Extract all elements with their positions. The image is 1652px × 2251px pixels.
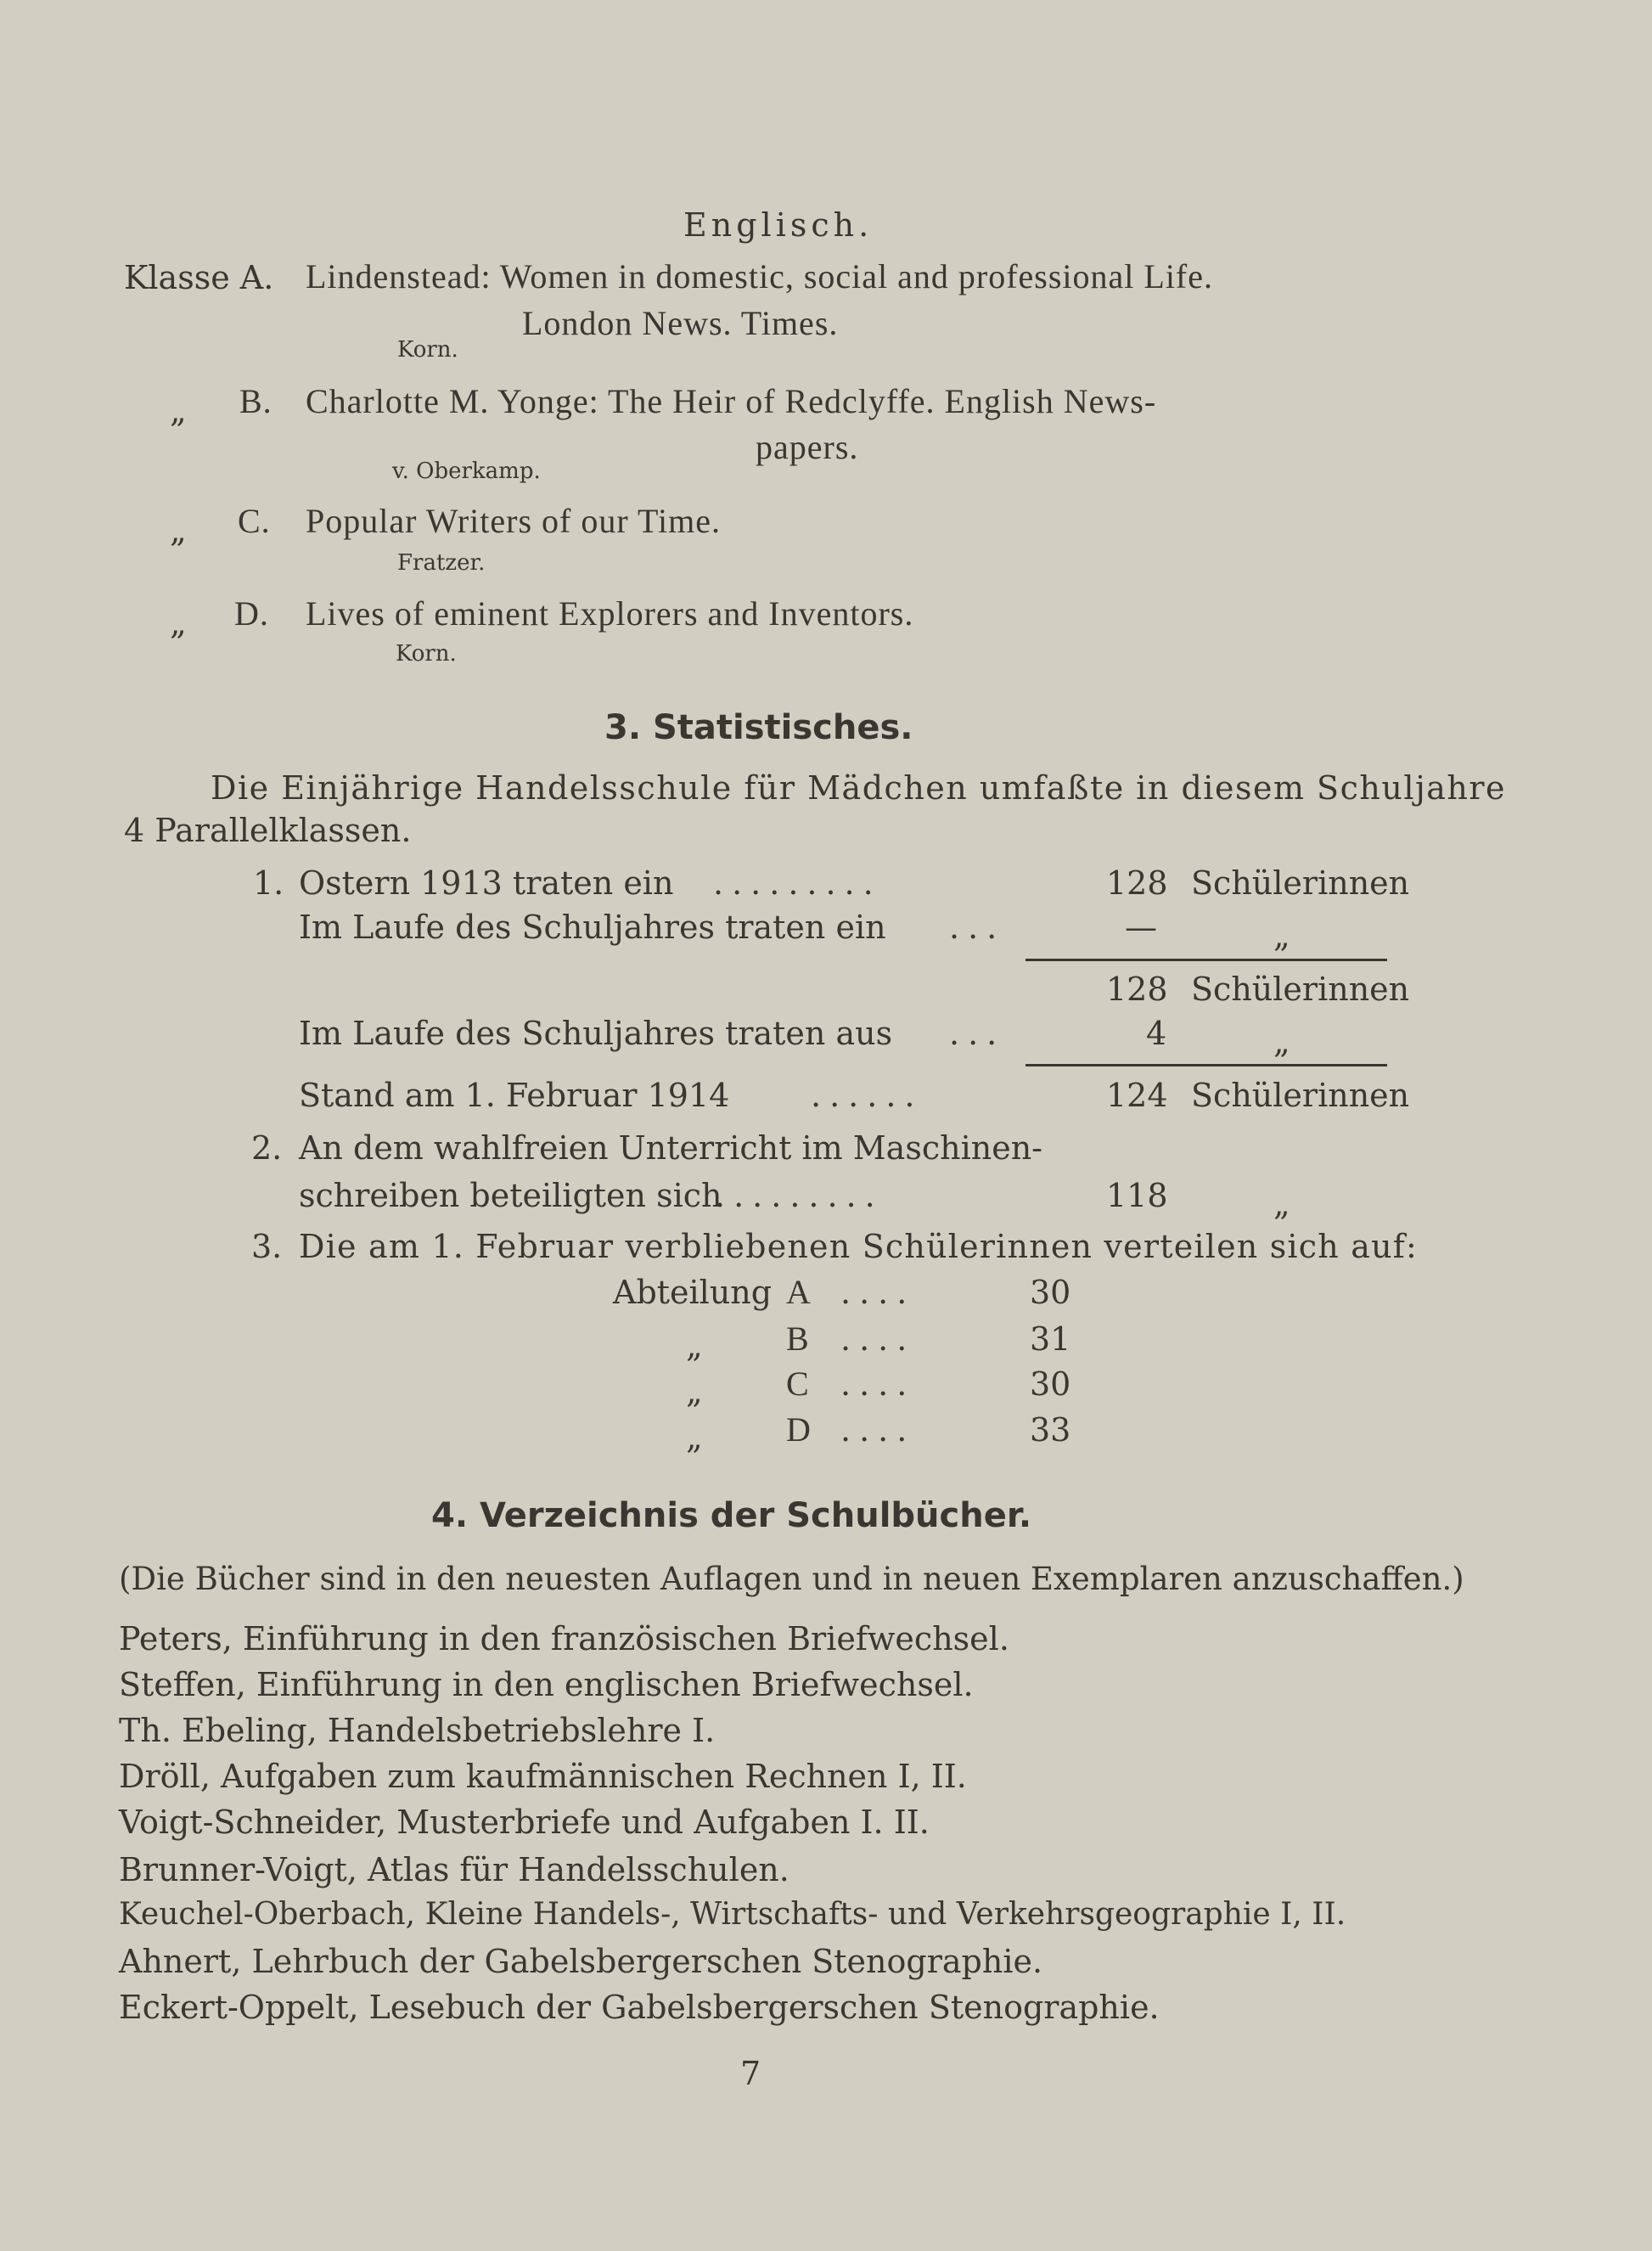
class-b-teacher: v. Oberkamp. [392, 459, 541, 484]
stats-intro-line2: 4 Parallelklassen. [124, 812, 412, 849]
books-note: (Die Bücher sind in den neuesten Auflagen und in neuen Exemplaren anzuschaffen.) [119, 1561, 1464, 1597]
item1-line2-unit: „ [1273, 917, 1290, 954]
book-item: Steffen, Einführung in den englischen Briefwechsel. [119, 1666, 974, 1703]
dept-d-dots: .... [840, 1411, 916, 1449]
class-b-label: B. [239, 382, 273, 420]
sum-rule-2 [1025, 1064, 1387, 1066]
dept-b-label: „ [686, 1327, 703, 1365]
item1-line2-label: Im Laufe des Schuljahres traten ein [299, 909, 886, 946]
class-d-label: D. [234, 594, 269, 633]
item1-line4-unit: Schülerinnen [1191, 1077, 1410, 1114]
dept-d-letter: D [786, 1410, 812, 1449]
stats-heading: 3. Statistisches. [604, 708, 913, 747]
item1-line1-value: 128 [1106, 864, 1168, 902]
dept-b-letter: B [786, 1320, 810, 1358]
books-heading: 4. Verzeichnis der Schulbücher. [431, 1496, 1032, 1535]
item1-line3-value: 4 [1146, 1015, 1167, 1052]
dept-a-value: 30 [1030, 1274, 1071, 1311]
english-heading: Englisch. [683, 206, 874, 244]
item3-text: Die am 1. Februar verbliebenen Schülerinnen verteilen sich auf: [299, 1228, 1419, 1265]
dept-d-label: „ [686, 1419, 703, 1456]
class-a-teacher: Korn. [397, 337, 458, 363]
dept-b-dots: .... [840, 1320, 916, 1358]
class-d-teacher: Korn. [396, 641, 457, 667]
item1-sum-value: 128 [1106, 971, 1168, 1008]
class-b-line1: Charlotte M. Yonge: The Heir of Redclyffe. English News- [306, 382, 1157, 420]
class-a-line2: London News. Times. [522, 304, 839, 342]
item1-line3-dots: ... [949, 1015, 1006, 1052]
dept-c-letter: C [786, 1365, 810, 1403]
item1-sum-unit: Schülerinnen [1191, 971, 1410, 1008]
item2-number: 2. [251, 1129, 283, 1167]
item1-line4-value: 124 [1106, 1077, 1168, 1114]
dept-c-dots: .... [840, 1365, 916, 1403]
sum-rule-1 [1025, 959, 1387, 961]
item2-value: 118 [1106, 1177, 1168, 1214]
class-b-line2: papers. [756, 428, 859, 466]
class-d-ditto: „ [170, 605, 187, 642]
item1-line2-dots: ... [949, 909, 1006, 946]
class-a-line1: Lindenstead: Women in domestic, social and professional Life. [306, 257, 1214, 295]
class-c-ditto: „ [170, 512, 187, 549]
item1-number: 1. [253, 864, 284, 902]
dept-d-value: 33 [1030, 1411, 1071, 1449]
item2-unit: „ [1273, 1185, 1290, 1223]
item1-line1-dots: ......... [713, 864, 882, 902]
dept-a-label: Abteilung [613, 1274, 773, 1311]
book-item: Peters, Einführung in den französischen Briefwechsel. [119, 1620, 1009, 1657]
book-item: Brunner-Voigt, Atlas für Handelsschulen. [119, 1851, 789, 1888]
class-c-teacher: Fratzer. [397, 550, 486, 576]
item1-line2-value: — [1125, 909, 1157, 946]
class-a-label: Klasse A. [124, 259, 274, 296]
item1-line4-label: Stand am 1. Februar 1914 [299, 1077, 730, 1114]
dept-c-label: „ [686, 1373, 703, 1410]
book-item: Eckert-Oppelt, Lesebuch der Gabelsbergerschen Stenographie. [119, 1989, 1160, 2026]
item1-line1-unit: Schülerinnen [1191, 864, 1410, 902]
book-item: Th. Ebeling, Handelsbetriebslehre I. [119, 1712, 716, 1749]
page-number: 7 [740, 2055, 761, 2092]
item1-line3-label: Im Laufe des Schuljahres traten aus [299, 1015, 893, 1052]
item1-line3-unit: „ [1273, 1023, 1290, 1061]
dept-a-letter: A [786, 1273, 812, 1311]
book-item: Dröll, Aufgaben zum kaufmännischen Rechnen I, II. [119, 1758, 967, 1795]
item2-line2-label: schreiben beteiligten sich [299, 1177, 722, 1214]
item2-line2-dots: ......... [715, 1177, 884, 1214]
item2-line1: An dem wahlfreien Unterricht im Maschinen- [299, 1129, 1043, 1167]
class-c-line1: Popular Writers of our Time. [306, 502, 721, 540]
dept-b-value: 31 [1030, 1320, 1071, 1358]
book-item: Keuchel-Oberbach, Kleine Handels-, Wirtschafts- und Verkehrsgeographie I, II. [119, 1897, 1346, 1932]
item3-number: 3. [251, 1228, 283, 1265]
class-c-label: C. [238, 502, 271, 540]
class-b-ditto: „ [170, 392, 187, 430]
book-item: Ahnert, Lehrbuch der Gabelsbergerschen Stenographie. [119, 1943, 1043, 1980]
book-item: Voigt-Schneider, Musterbriefe und Aufgaben I. II. [119, 1804, 930, 1841]
dept-c-value: 30 [1030, 1365, 1071, 1403]
stats-intro-line1: Die Einjährige Handelsschule für Mädchen umfaßte in diesem Schuljahre [211, 769, 1507, 807]
class-d-line1: Lives of eminent Explorers and Inventors. [306, 594, 914, 633]
item1-line1-label: Ostern 1913 traten ein [299, 864, 674, 902]
dept-a-dots: .... [840, 1274, 916, 1311]
item1-line4-dots: ...... [811, 1077, 924, 1114]
